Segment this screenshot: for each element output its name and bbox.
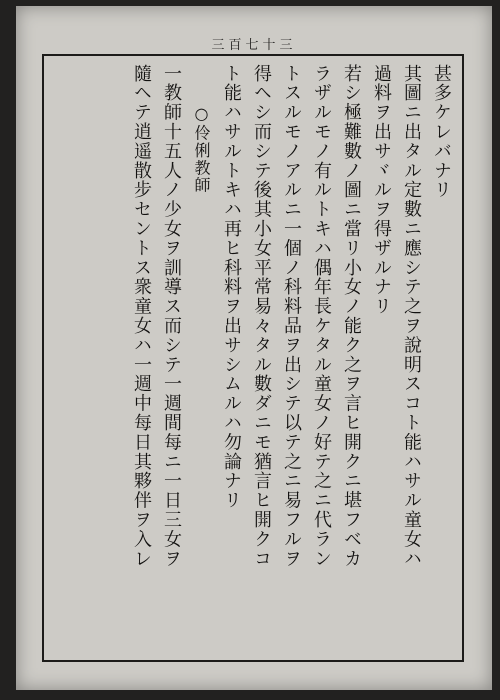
page-number: 三百七十三 <box>211 38 297 53</box>
text-line: 得ヘシ而シテ後其小女平常易々タル數ダニモ猶言ヒ開クコ <box>251 64 272 569</box>
text-line: 其圖ニ出タル定數ニ應シテ之ヲ說明スコト能ハサル童女ハ <box>401 64 422 569</box>
text-line: 一教師十五人ノ少女ヲ訓導ス而シテ一週間每ニ一日三女ヲ <box>161 64 182 569</box>
section-heading: ○伶俐教師 <box>192 104 211 194</box>
text-line: 過料ヲ出サヾルヲ得ザルナリ <box>371 64 392 317</box>
text-line: トスルモノアルニ一個ノ科料品ヲ出シテ以テ之ニ易フルヲ <box>281 64 302 569</box>
text-line: 隨ヘテ逍遥散步セントス衆童女ハ一週中每日其夥伴ヲ入レ <box>131 64 152 569</box>
text-columns <box>50 64 456 652</box>
book-page <box>16 6 492 690</box>
text-line: ラザルモノ有ルトキハ偶年長ケタル童女ノ好テ之ニ代ラン <box>311 64 332 569</box>
text-line: 甚多ケレバナリ <box>431 64 452 200</box>
text-line: 若シ極難數ノ圖ニ當リ小女ノ能ク之ヲ言ヒ開クニ堪フベカ <box>341 64 362 569</box>
text-line: ト能ハサルトキハ再ヒ科料ヲ出サシムルハ勿論ナリ <box>221 64 242 511</box>
text-frame <box>42 54 464 662</box>
